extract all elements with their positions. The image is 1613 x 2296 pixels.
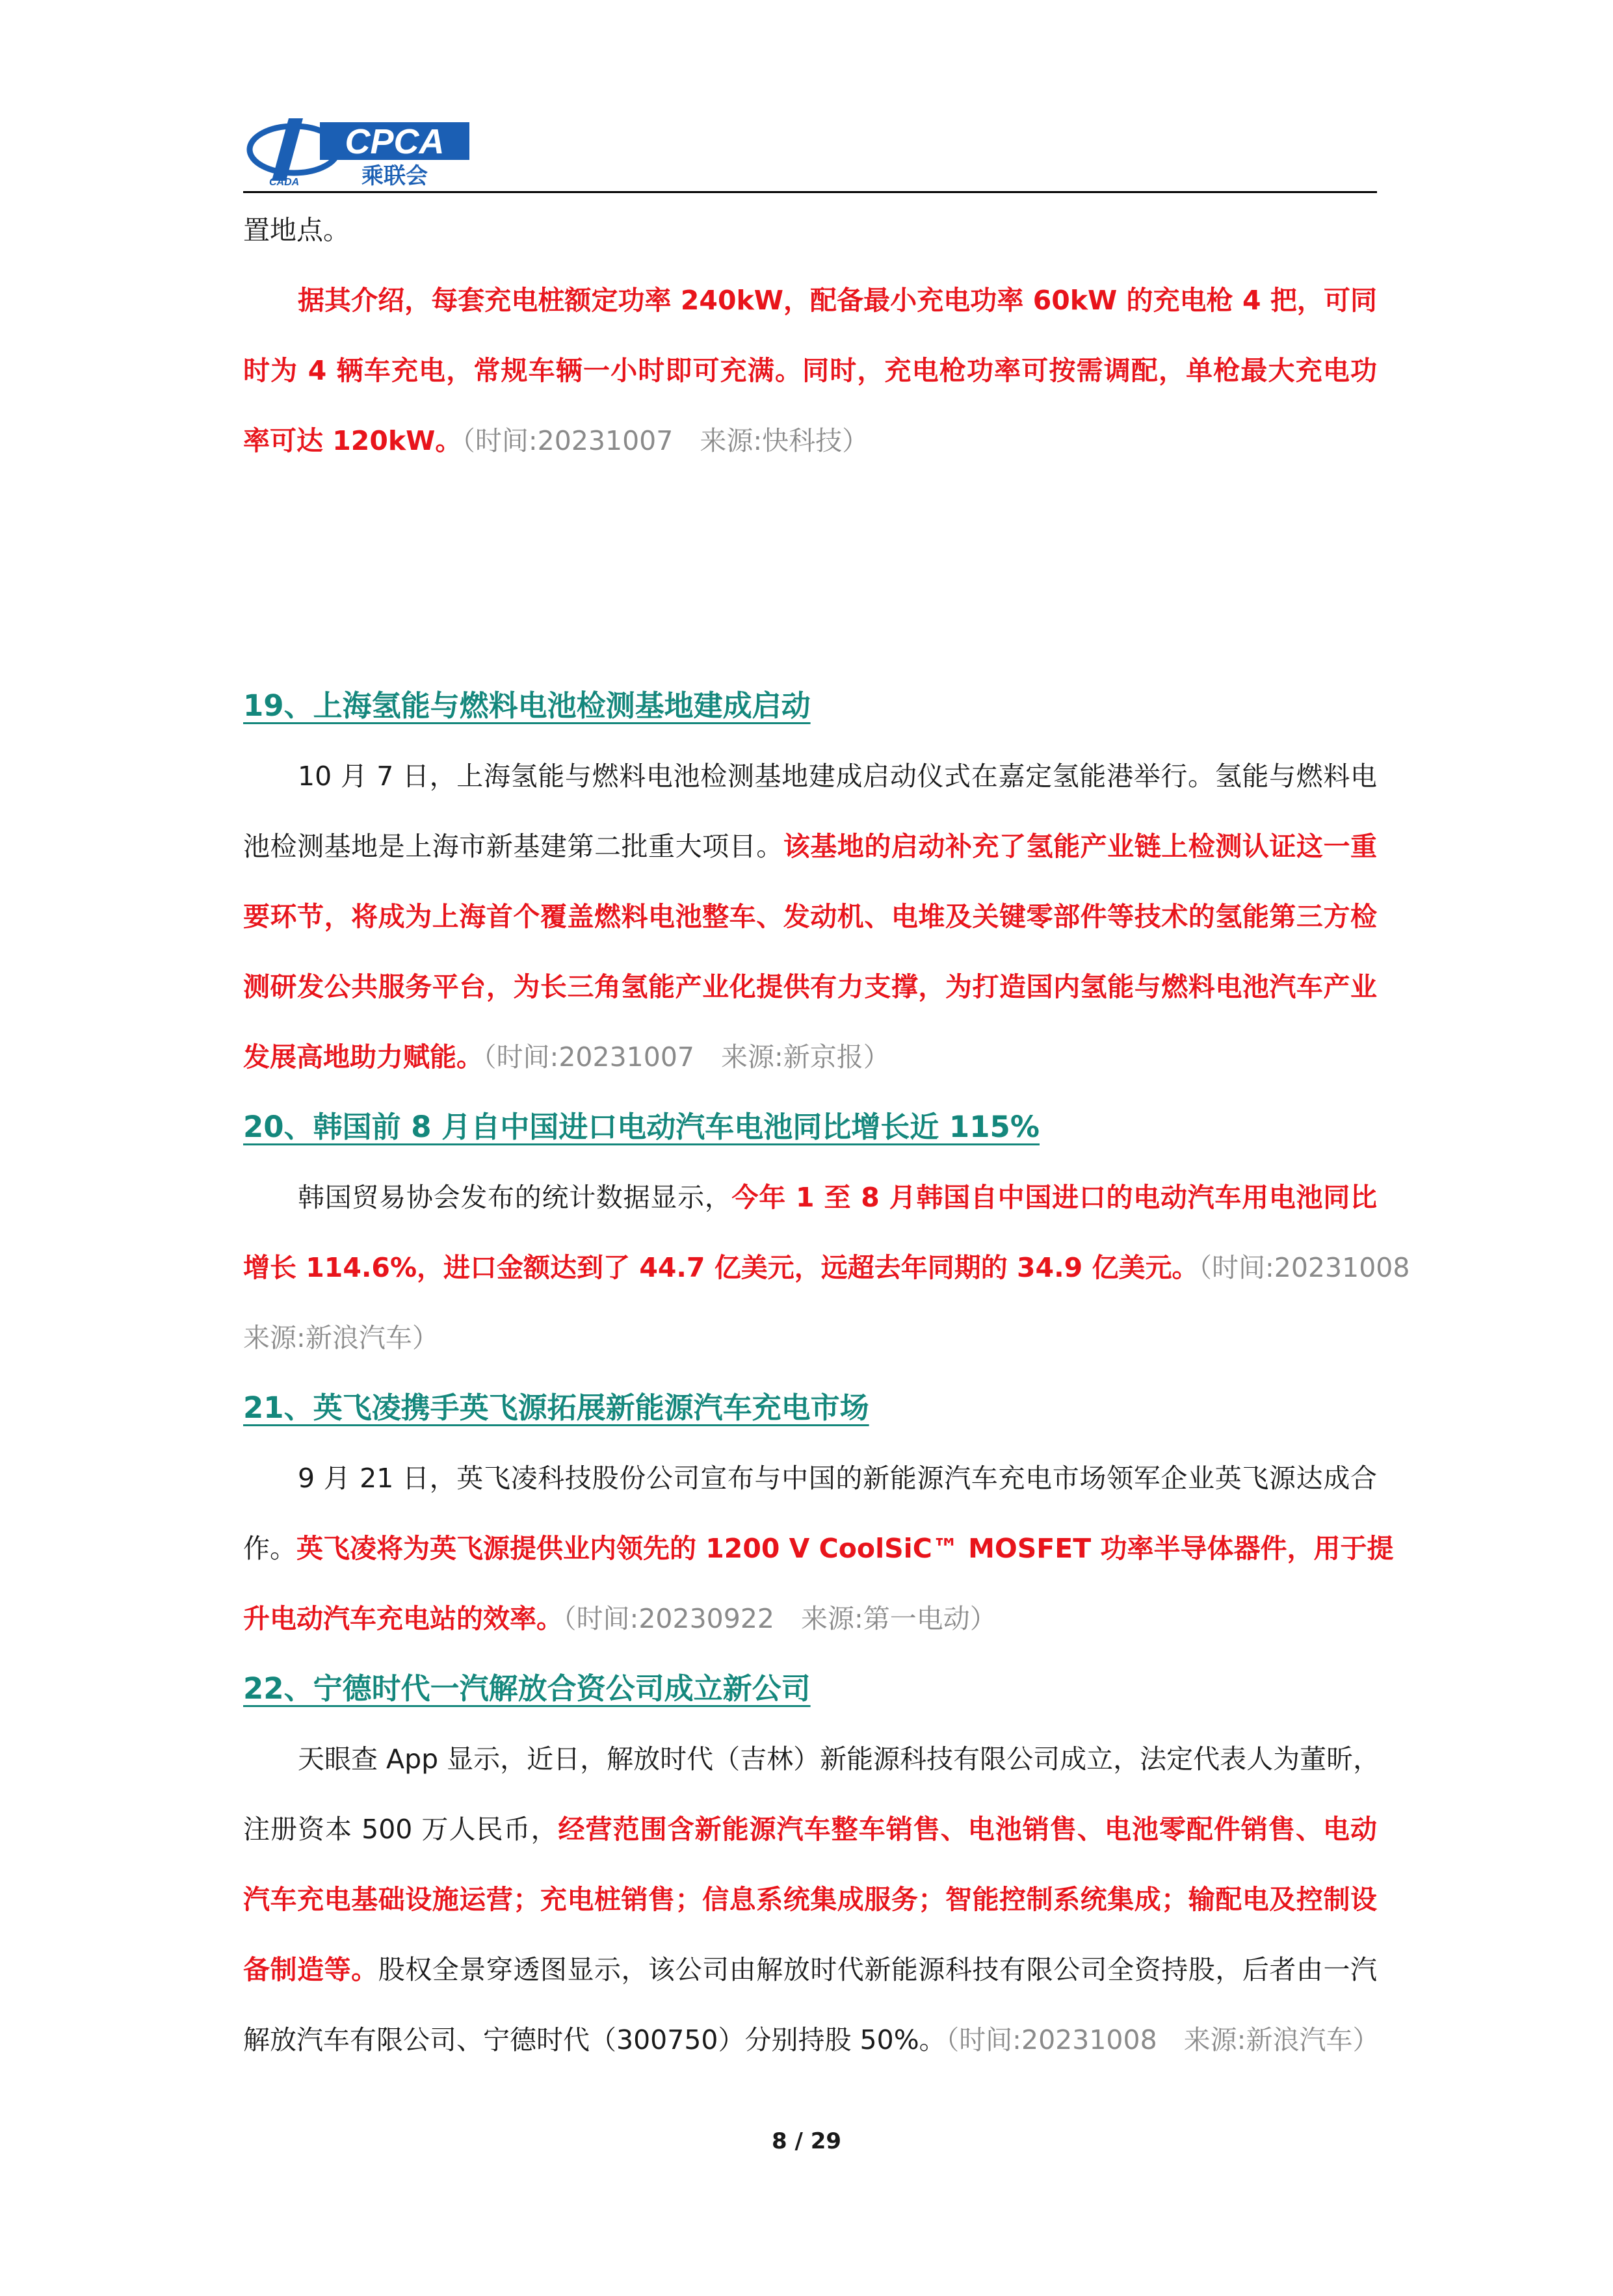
source-note: 来源:新浪汽车）	[243, 1322, 439, 1353]
paragraph-line: 汽车充电基础设施运营；充电桩销售；信息系统集成服务；智能控制系统集成；输配电及控制设	[243, 1884, 1377, 1915]
section-heading-19: 19、上海氢能与燃料电池检测基地建成启动	[243, 688, 811, 723]
header-divider	[243, 191, 1377, 193]
paragraph-line: 注册资本 500 万人民币，经营范围含新能源汽车整车销售、电池销售、电池零配件销售、电动	[243, 1814, 1377, 1845]
paragraph-line: 韩国贸易协会发布的统计数据显示，今年 1 至 8 月韩国自中国进口的电动汽车用电池同比	[298, 1182, 1378, 1213]
paragraph-line: 天眼查 App 显示，近日，解放时代（吉林）新能源科技有限公司成立，法定代表人为董昕，	[298, 1743, 1380, 1775]
paragraph-line: 置地点。	[243, 215, 350, 246]
source-note: （时间:20231008 来源:新浪汽车）	[945, 2024, 1380, 2055]
section-heading-22: 22、宁德时代一汽解放合资公司成立新公司	[243, 1671, 811, 1706]
paragraph-line: 率可达 120kW。（时间:20231007 来源:快科技）	[243, 425, 869, 456]
section-heading-20: 20、韩国前 8 月自中国进口电动汽车电池同比增长近 115%	[243, 1110, 1040, 1144]
svg-text:乘联会: 乘联会	[361, 163, 428, 189]
paragraph-line: 解放汽车有限公司、宁德时代（300750）分别持股 50%。（时间:20231008 来源:新浪汽车）	[243, 2024, 1380, 2055]
paragraph-line: 增长 114.6%，进口金额达到了 44.7 亿美元，远超去年同期的 34.9 亿美元。（时间:20231008	[243, 1252, 1410, 1283]
paragraph-line: 升电动汽车充电站的效率。（时间:20230922 来源:第一电动）	[243, 1603, 997, 1634]
section-gap	[243, 476, 1377, 671]
document-body	[243, 195, 1410, 2075]
paragraph-line: 据其介绍，每套充电桩额定功率 240kW，配备最小充电功率 60kW 的充电枪 4 把，可同	[298, 285, 1377, 316]
paragraph-line: 发展高地助力赋能。（时间:20231007 来源:新京报）	[243, 1041, 890, 1073]
paragraph-line: 时为 4 辆车充电，常规车辆一小时即可充满。同时，充电枪功率可按需调配，单枪最大充电功	[243, 355, 1377, 386]
source-note: （时间:20230922 来源:第一电动）	[563, 1603, 997, 1634]
paragraph-line: 备制造等。股权全景穿透图显示，该公司由解放时代新能源科技有限公司全资持股，后者由一汽	[243, 1954, 1378, 1985]
page-number: 8 / 29	[771, 2128, 842, 2154]
source-note: （时间:20231007 来源:快科技）	[462, 425, 869, 456]
cpca-logo	[243, 111, 477, 189]
svg-text:CPCA: CPCA	[345, 122, 445, 161]
section-heading-21: 21、英飞凌携手英飞源拓展新能源汽车充电市场	[243, 1390, 869, 1425]
paragraph-line: 9 月 21 日，英飞凌科技股份公司宣布与中国的新能源汽车充电市场领军企业英飞源达成合	[298, 1463, 1377, 1494]
paragraph-line: 池检测基地是上海市新基建第二批重大项目。该基地的启动补充了氢能产业链上检测认证这一重	[243, 831, 1378, 862]
source-note: （时间:20231008	[1198, 1252, 1410, 1283]
paragraph-line: 测研发公共服务平台，为长三角氢能产业化提供有力支撑，为打造国内氢能与燃料电池汽车产业	[243, 971, 1377, 1002]
paragraph-line: 10 月 7 日，上海氢能与燃料电池检测基地建成启动仪式在嘉定氢能港举行。氢能与燃料电	[298, 761, 1377, 792]
paragraph-line: 作。英飞凌将为英飞源提供业内领先的 1200 V CoolSiC™ MOSFET 功率半导体器件，用于提	[243, 1533, 1394, 1564]
page-header	[243, 111, 1377, 192]
paragraph-line: 要环节，将成为上海首个覆盖燃料电池整车、发动机、电堆及关键零部件等技术的氢能第三方检	[243, 901, 1377, 932]
source-note: （时间:20231007 来源:新京报）	[483, 1041, 890, 1073]
svg-text:CADA: CADA	[269, 177, 300, 188]
